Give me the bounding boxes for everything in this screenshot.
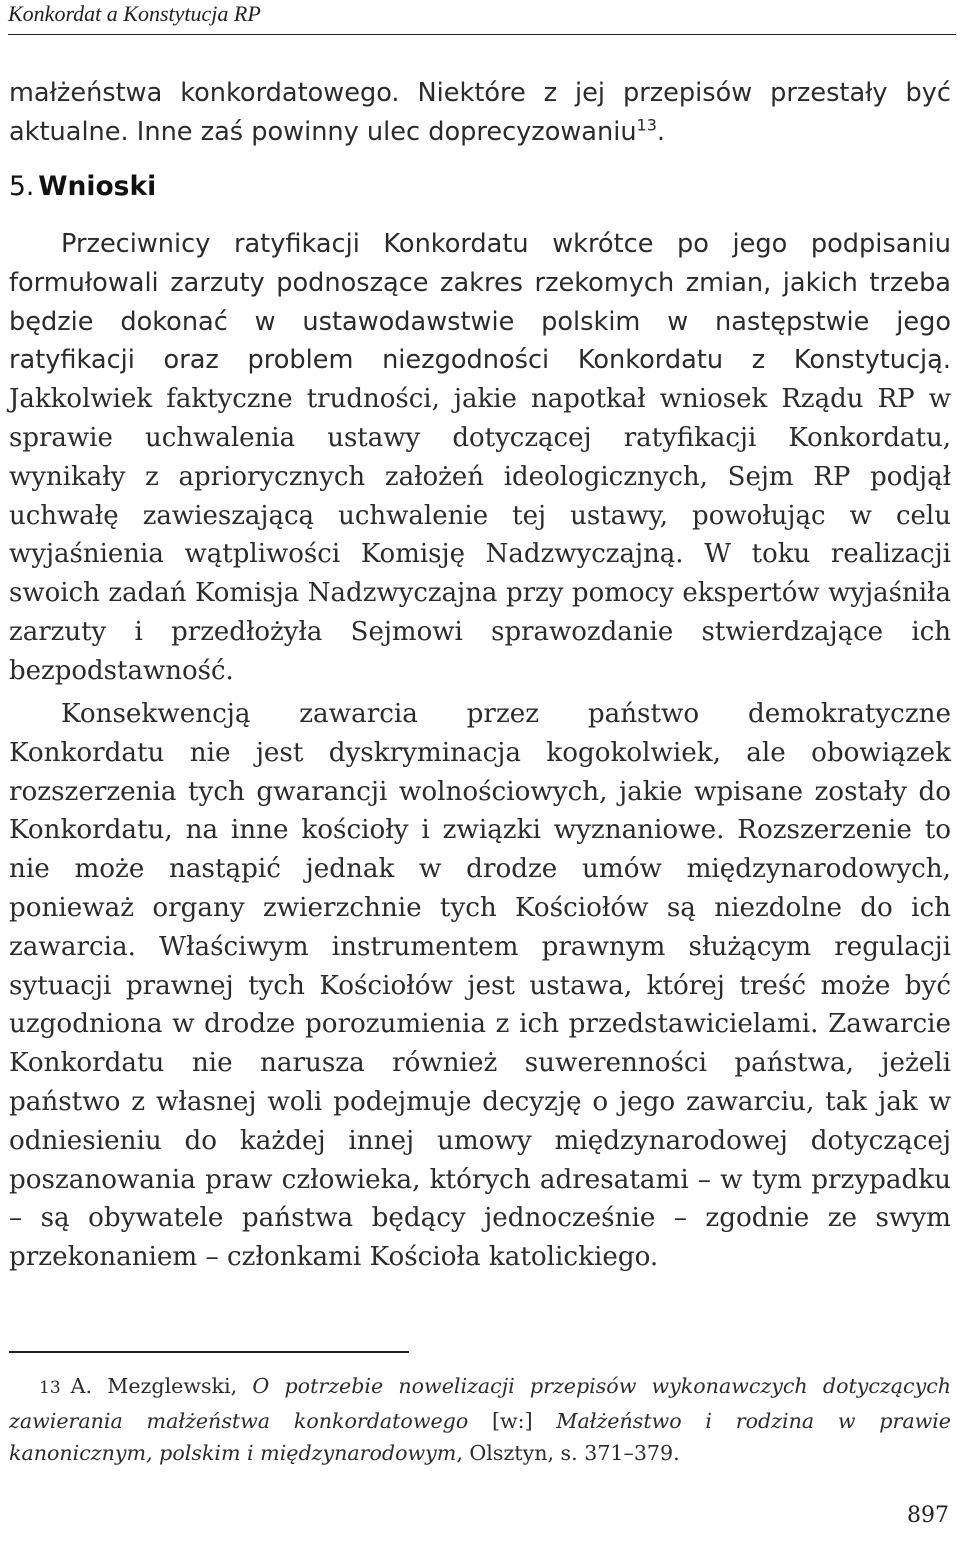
page-number: 897: [907, 1503, 949, 1528]
footnote-number: 13: [39, 1378, 61, 1398]
section-title: Wnioski: [38, 171, 157, 202]
footnote-13: [9, 1370, 951, 1470]
paragraph-2a-text: Przeciwnicy ratyfikacji Konkordatu wkrótce po jego podpisaniu formułowali zarzuty podnoszące zakres rzekomych zmian, jakich trzeba będzie dokonać w ustawodawstwie polskim w następstwie jego ratyfikacji oraz problem niezgodności Konkordatu z Konstytucją.: [9, 229, 951, 376]
footnote-publication: , Olsztyn, s. 371–379.: [456, 1441, 680, 1465]
running-title: Konkordat a Konstytucja RP: [8, 1, 261, 26]
section-number: 5.: [9, 171, 35, 202]
footnote-separator: [9, 1351, 409, 1353]
paragraph-2b-text: Jakkolwiek faktyczne trudności, jakie napotkał wniosek Rządu RP w sprawie uchwalenia ustawy dotyczącej ratyfikacji Konkordatu, wynikały z apriorycznych założeń ideologicznych, Sejm RP podjął uchwałę zawieszającą uchwalenie tej ustawy, powołując w celu wyjaśnienia wątpliwości Komisję Nadzwyczajną. W toku realizacji swoich zadań Komisja Nadzwyczajna przy pomocy ekspertów wyjaśniła zarzuty i przedłożyła Sejmowi sprawozdanie stwierdzające ich bezpodstawność.: [9, 384, 951, 686]
paragraph-marriage-regulations: [9, 74, 951, 152]
footnote-title: O potrzebie nowelizacji przepisów wykonawczych dotyczących zawierania małżeństwa konkordatowego: [9, 1374, 951, 1433]
footnote-author: A. Mezglewski,: [70, 1374, 238, 1398]
paragraph-consequences: Konsekwencją zawarcia przez państwo demokratyczne Konkordatu nie jest dyskryminacja kogokolwiek, ale obowiązek rozszerzenia tych gwarancji wolnościowych, jakie wpisane zostały do Konkordatu, na inne kościoły i związki wyznaniowe. Rozszerzenie to nie może nastąpić jednak w drodze umów międzynarodowych, ponieważ organy zwierzchnie tych Kościołów są niezdolne do ich zawarcia. Właściwym instrumentem prawnym służącym regulacji sytuacji prawnej tych Kościołów jest ustawa, której treść może być uzgodniona w drodze porozumienia z ich przedstawicielami. Zawarcie Konkordatu nie narusza również suwerenności państwa, jeżeli państwo z własnej woli podejmuje decyzję o jego zawarciu, tak jak w odniesieniu do każdej innej umowy międzynarodowej dotyczącej poszanowania praw człowieka, których adresatami – w tym przypadku – są obywatele państwa będący jednocześnie – zgodnie ze swym przekonaniem – członkami Kościoła katolickiego.: [9, 699, 951, 1273]
section-heading: [9, 168, 156, 206]
footnote-in-label: [w:]: [492, 1408, 533, 1433]
footnote-reference[interactable]: 13: [636, 115, 657, 135]
paragraph-1-end: .: [656, 116, 666, 147]
paragraph-opponents: [9, 225, 951, 691]
running-header: [8, 0, 956, 35]
paragraph-1-text: małżeństwa konkordatowego. Niektóre z jej przepisów przestały być aktualne. Inne zaś powinny ulec doprecyzowaniu: [9, 78, 951, 147]
footnote-collection: Małżeństwo i rodzina w prawie kanonicznym, polskim i międzynarodowym: [9, 1408, 951, 1465]
